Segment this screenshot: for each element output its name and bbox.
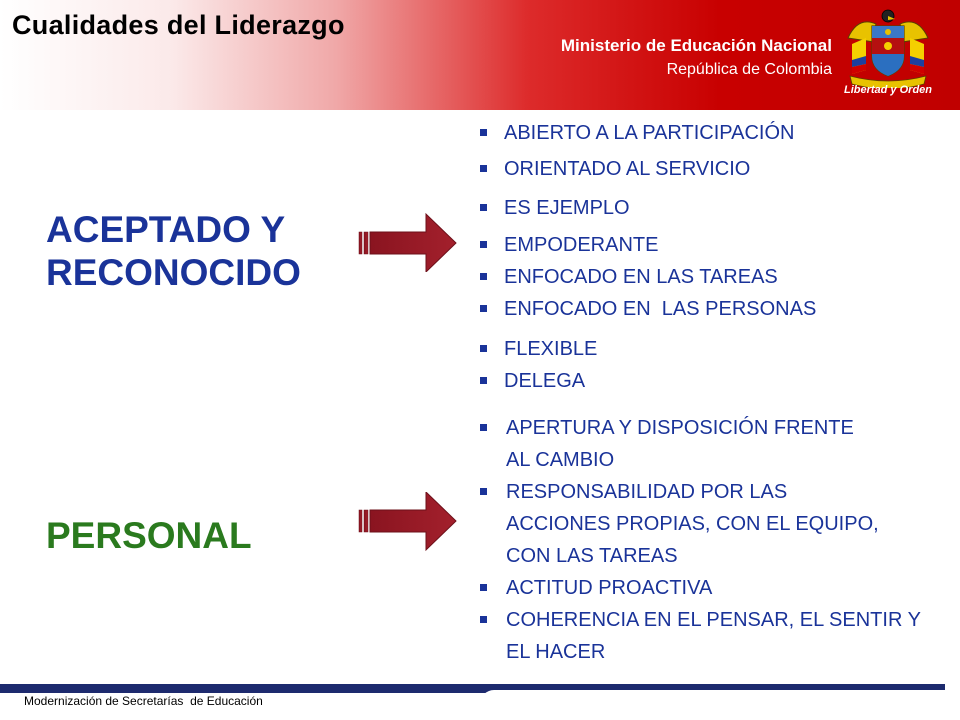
motto-text: Libertad y Orden (843, 84, 933, 96)
personal-label: PERSONAL (46, 515, 252, 556)
aceptado-qualities-list: ABIERTO A LA PARTICIPACIÓN ORIENTADO AL SERVICIO ES EJEMPLO EMPODERANTE ENFOCADO EN LAS TAREAS ENFOCADO EN LAS PERSONAS FLEXIBLE DELEGA (480, 0, 940, 720)
personal-qualities-list: APERTURA Y DISPOSICIÓN FRENTE AL CAMBIO RESPONSABILIDAD POR LAS ACCIONES PROPIAS, CON EL EQUIPO, CON LAS TAREAS ACTITUD PROACTIVA COHERENCIA EN EL PENSAR, EL SENTIR Y EL HACER (480, 0, 950, 720)
aceptado-label (46, 208, 301, 294)
square-bullet-icon (480, 616, 487, 623)
square-bullet-icon (480, 488, 487, 495)
striped-right-arrow-icon (358, 212, 458, 277)
square-bullet-icon (480, 584, 487, 591)
aceptado-label-line2: RECONOCIDO (46, 252, 301, 293)
ministry-name: Ministerio de Educación Nacional (560, 36, 832, 55)
country-name: República de Colombia (666, 61, 832, 78)
square-bullet-icon (480, 424, 487, 431)
slide-title: Cualidades del Liderazgo (12, 10, 345, 40)
footer-text: Modernización de Secretarías de Educación (24, 694, 263, 708)
striped-right-arrow-icon (358, 492, 458, 557)
footer-tab (480, 690, 945, 720)
aceptado-label-line1: ACEPTADO Y (46, 209, 286, 250)
